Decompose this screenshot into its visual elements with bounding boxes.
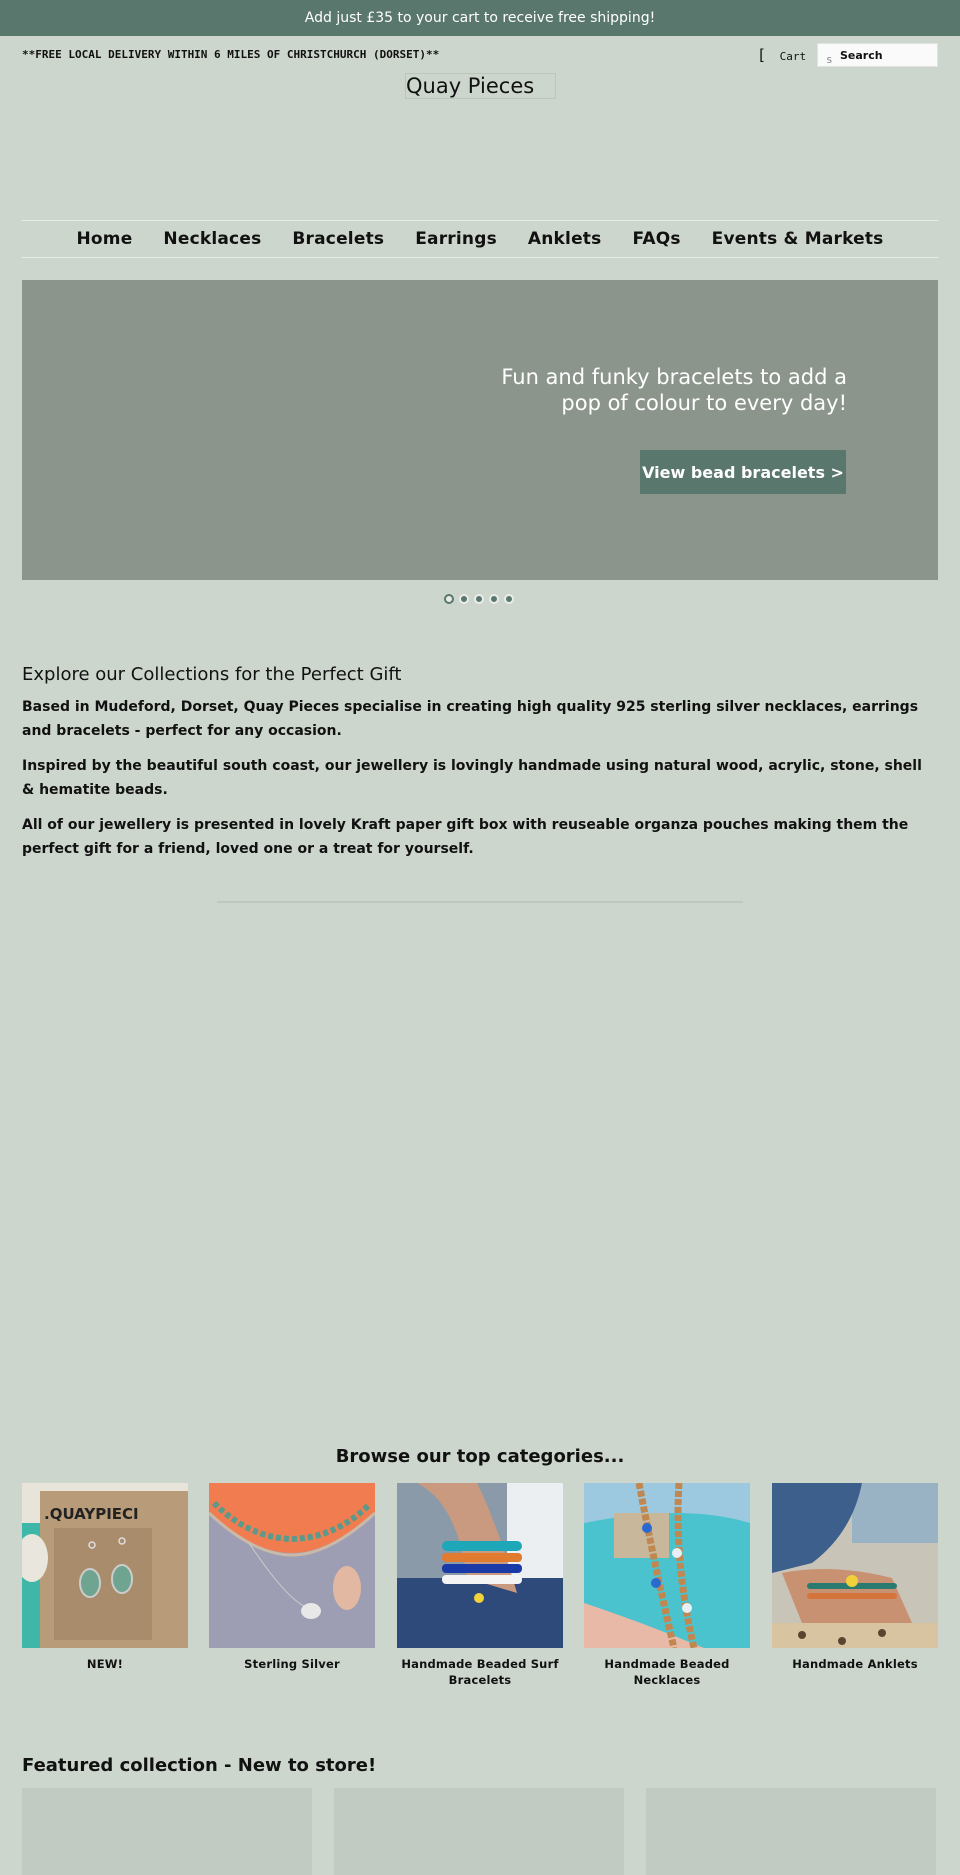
delivery-notice: **FREE LOCAL DELIVERY WITHIN 6 MILES OF CHRISTCHURCH (DORSET)** xyxy=(22,48,440,61)
category-label: Handmade Beaded Necklaces xyxy=(604,1657,730,1687)
featured-title: Featured collection - New to store! xyxy=(22,1755,377,1776)
intro-title: Explore our Collections for the Perfect Gift xyxy=(22,664,402,685)
main-nav xyxy=(22,220,938,258)
nav-anklets[interactable]: Anklets xyxy=(527,229,602,249)
slide-dot-2[interactable] xyxy=(459,594,469,604)
cart-label: Cart xyxy=(779,50,807,63)
category-anklets[interactable] xyxy=(772,1483,938,1672)
category-image-surf-bracelets xyxy=(397,1483,563,1648)
category-image-anklets xyxy=(772,1483,938,1648)
category-label: Sterling Silver xyxy=(244,1657,340,1671)
top-bar xyxy=(22,43,938,67)
nav-earrings[interactable]: Earrings xyxy=(415,229,497,249)
category-label: Handmade Beaded Surf Bracelets xyxy=(401,1657,559,1687)
intro-paragraph-1: Based in Mudeford, Dorset, Quay Pieces specialise in creating high quality 925 sterling silver necklaces, earrings and bracelets - perfect for any occasion. xyxy=(22,699,919,739)
search-input[interactable] xyxy=(840,44,936,66)
slideshow-dots xyxy=(444,594,514,604)
intro-paragraph-3: All of our jewellery is presented in lovely Kraft paper gift box with reuseable organza pouches making them the perfect gift for a friend, loved one or a treat for yourself. xyxy=(22,817,909,857)
product-card[interactable] xyxy=(334,1788,624,1875)
slide-dot-4[interactable] xyxy=(489,594,499,604)
category-label: Handmade Anklets xyxy=(792,1657,918,1671)
product-card[interactable] xyxy=(646,1788,936,1875)
nav-home[interactable]: Home xyxy=(76,229,133,249)
category-image-sterling-silver xyxy=(209,1483,375,1648)
hero-caption-line2: pop of colour to every day! xyxy=(561,391,847,415)
box-logo-text: .QUAYPIECI xyxy=(44,1505,139,1523)
nav-faqs[interactable]: FAQs xyxy=(632,229,681,249)
hero-caption xyxy=(447,364,847,416)
browse-title: Browse our top categories... xyxy=(335,1446,625,1467)
search-icon: s xyxy=(826,53,833,66)
nav-necklaces[interactable]: Necklaces xyxy=(163,229,262,249)
search-box xyxy=(817,43,938,67)
view-bead-bracelets-button[interactable]: View bead bracelets > xyxy=(640,450,846,494)
category-new[interactable] xyxy=(22,1483,188,1672)
category-grid xyxy=(22,1483,938,1693)
slide-dot-1[interactable] xyxy=(444,594,454,604)
category-sterling-silver[interactable] xyxy=(209,1483,375,1672)
announcement-bar: Add just £35 to your cart to receive free shipping! xyxy=(0,0,960,36)
category-image-new xyxy=(22,1483,188,1648)
intro-section xyxy=(22,664,922,872)
category-beaded-necklaces[interactable] xyxy=(584,1483,750,1688)
intro-paragraph-2: Inspired by the beautiful south coast, our jewellery is lovingly handmade using natural wood, acrylic, stone, shell & hematite beads. xyxy=(22,758,922,798)
hero-slideshow xyxy=(22,280,938,580)
site-logo[interactable]: Quay Pieces xyxy=(405,73,556,99)
nav-bracelets[interactable]: Bracelets xyxy=(292,229,385,249)
cart-icon: [ xyxy=(757,46,767,64)
nav-events-markets[interactable]: Events & Markets xyxy=(711,229,884,249)
category-surf-bracelets[interactable] xyxy=(397,1483,563,1688)
featured-product-grid xyxy=(22,1788,938,1875)
slide-dot-5[interactable] xyxy=(504,594,514,604)
hero-caption-line1: Fun and funky bracelets to add a xyxy=(501,365,847,389)
slide-dot-3[interactable] xyxy=(474,594,484,604)
category-image-beaded-necklaces xyxy=(584,1483,750,1648)
section-divider xyxy=(217,901,743,903)
category-label: NEW! xyxy=(86,1657,124,1671)
product-card[interactable] xyxy=(22,1788,312,1875)
